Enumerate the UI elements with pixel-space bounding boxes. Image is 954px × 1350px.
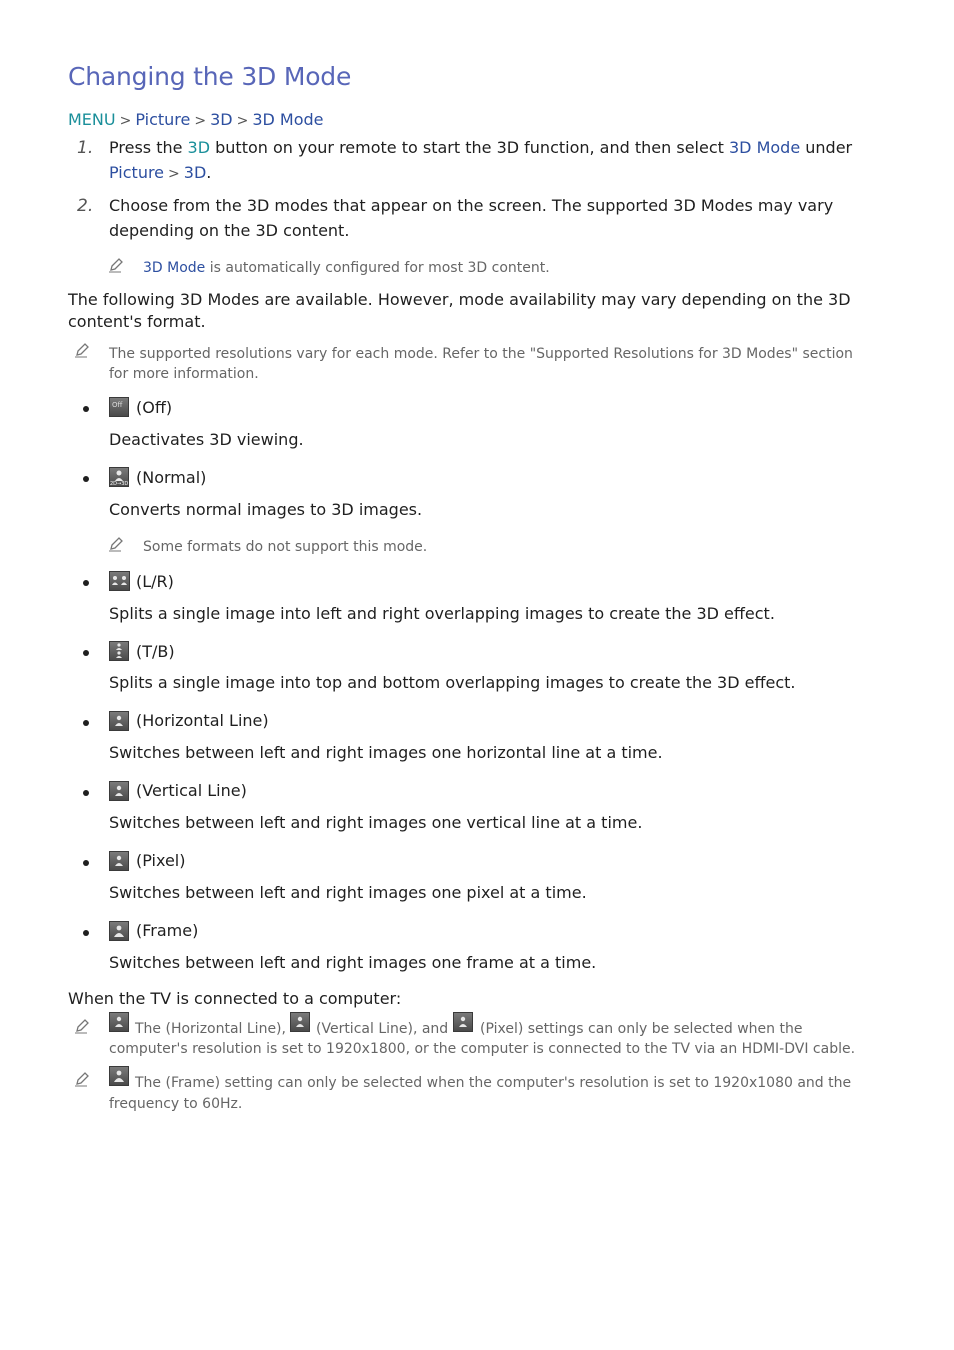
bullet xyxy=(83,720,89,726)
mode-label-pixel: (Pixel) xyxy=(136,851,186,870)
note-normal-formats: Some formats do not support this mode. xyxy=(143,539,428,555)
bullet xyxy=(83,930,89,936)
mode-desc-frame: Switches between left and right images one frame at a time. xyxy=(109,953,597,972)
chevron-right-icon: > xyxy=(168,166,180,182)
mode-desc-normal: Converts normal images to 3D images. xyxy=(109,500,423,519)
bullet xyxy=(83,790,89,796)
mode-desc-horizontal-line: Switches between left and right images one horizontal line at a time. xyxy=(109,743,663,762)
pencil-note-icon xyxy=(74,342,90,358)
breadcrumb xyxy=(68,110,324,129)
mode-desc-pixel: Switches between left and right images one pixel at a time. xyxy=(109,883,587,902)
pencil-note-icon xyxy=(74,1071,90,1087)
3d-button-ref: 3D xyxy=(187,138,211,157)
bullet xyxy=(83,650,89,656)
chevron-right-icon: > xyxy=(119,113,132,129)
horizontal-line-icon xyxy=(109,711,129,731)
3d-ref: 3D xyxy=(183,163,207,182)
step-number: 2. xyxy=(77,196,94,216)
mode-label-normal: (Normal) xyxy=(136,468,207,487)
mode-label-vertical-line: (Vertical Line) xyxy=(136,781,247,800)
mode-label-frame: (Frame) xyxy=(136,921,199,940)
pixel-icon xyxy=(453,1012,473,1032)
pixel-icon xyxy=(109,851,129,871)
pencil-note-icon xyxy=(74,1018,90,1034)
left-right-icon xyxy=(109,571,130,591)
off-icon: Off xyxy=(109,397,129,417)
bullet xyxy=(83,406,89,412)
intro-paragraph: The following 3D Modes are available. However, mode availability may vary depending on the 3D content's format. xyxy=(68,290,851,331)
mode-desc-lr: Splits a single image into left and right overlapping images to create the 3D effect. xyxy=(109,604,775,623)
mode-desc-off: Deactivates 3D viewing. xyxy=(109,430,304,449)
chevron-right-icon: > xyxy=(236,113,249,129)
mode-desc-vertical-line: Switches between left and right images one vertical line at a time. xyxy=(109,813,643,832)
breadcrumb-3d: 3D xyxy=(210,110,233,129)
mode-label-off: (Off) xyxy=(136,398,173,417)
pencil-note-icon xyxy=(108,536,124,552)
step-2-text: Choose from the 3D modes that appear on the screen. The supported 3D Modes may vary depending on the 3D content. xyxy=(109,196,834,240)
bullet xyxy=(83,580,89,586)
breadcrumb-menu: MENU xyxy=(68,110,116,129)
mode-label-tb: (T/B) xyxy=(136,642,175,661)
3d-mode-ref: 3D Mode xyxy=(728,138,801,157)
mode-desc-tb: Splits a single image into top and bottom overlapping images to create the 3D effect. xyxy=(109,673,796,692)
chevron-right-icon: > xyxy=(194,113,207,129)
breadcrumb-picture: Picture xyxy=(135,110,191,129)
step-number: 1. xyxy=(77,138,94,158)
vertical-line-icon xyxy=(290,1012,310,1032)
breadcrumb-3d-mode: 3D Mode xyxy=(252,110,324,129)
bullet xyxy=(83,476,89,482)
top-bottom-icon xyxy=(109,641,129,661)
mode-label-horizontal-line: (Horizontal Line) xyxy=(136,711,269,730)
note-resolutions: The supported resolutions vary for each mode. Refer to the "Supported Resolutions for 3D Modes" section for more information. xyxy=(109,346,853,382)
horizontal-line-icon xyxy=(109,1012,129,1032)
step-1-text: Press the 3D button on your remote to start the 3D function, and then select 3D Mode under Picture > 3D. xyxy=(109,138,853,182)
pencil-note-icon xyxy=(108,257,124,273)
page-title: Changing the 3D Mode xyxy=(68,62,352,91)
mode-label-lr: (L/R) xyxy=(136,572,174,591)
computer-intro: When the TV is connected to a computer: xyxy=(68,989,402,1008)
bullet xyxy=(83,860,89,866)
picture-ref: Picture xyxy=(109,163,165,182)
frame-icon xyxy=(109,921,129,941)
note-auto-config: 3D Mode is automatically configured for most 3D content. xyxy=(143,260,550,276)
vertical-line-icon xyxy=(109,781,129,801)
frame-icon xyxy=(109,1066,129,1086)
